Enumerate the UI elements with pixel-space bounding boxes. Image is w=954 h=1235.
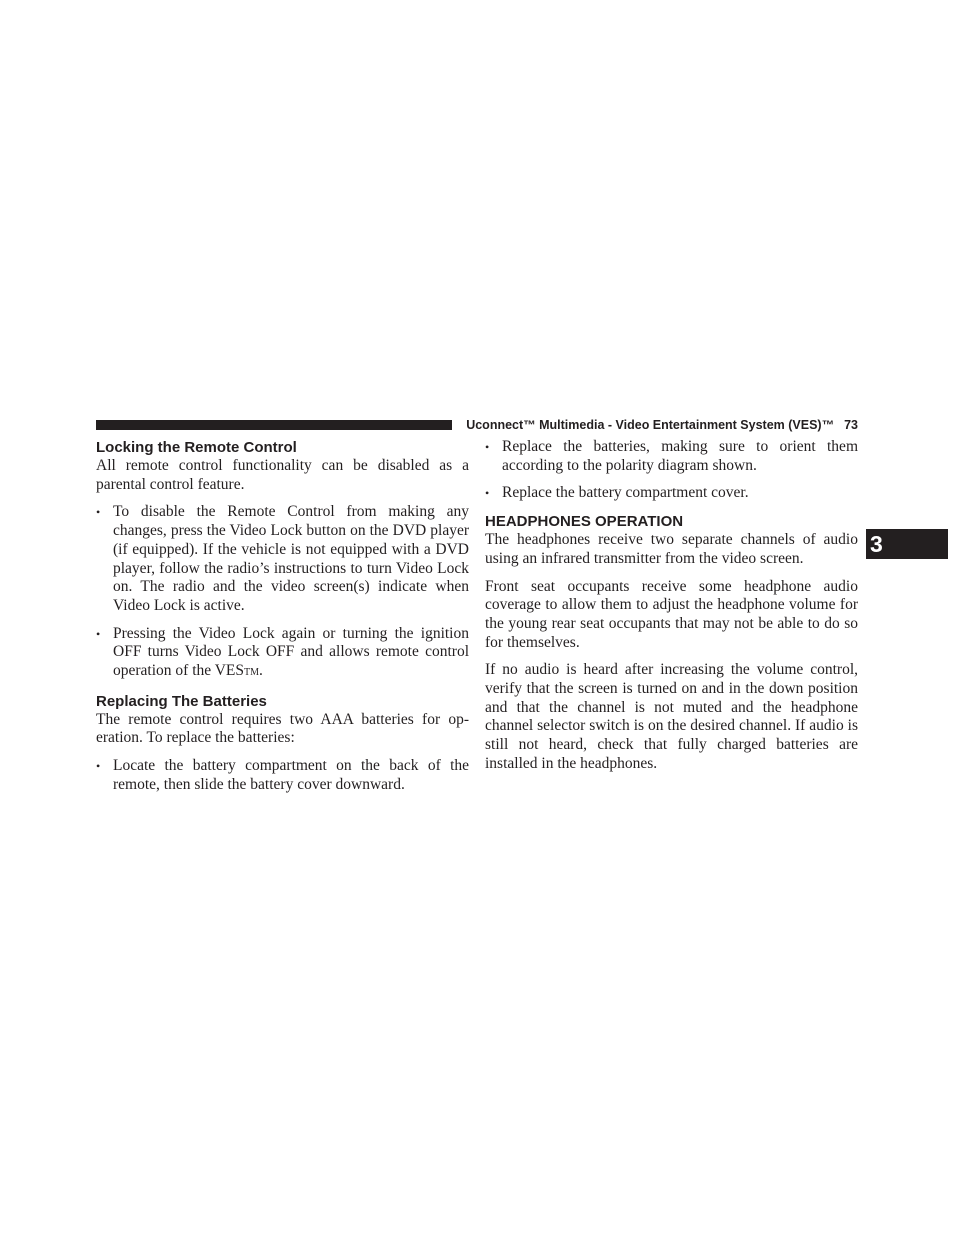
bullet-text: Pressing the Video Lock again or turning the ignition OFF turns Video Lock OFF and allows remote control operation of the VES	[113, 624, 469, 680]
bullet-text: Replace the battery compartment cover.	[502, 484, 749, 502]
headphones-paragraph: Front seat occupants receive some headphone audio coverage to allow them to adjust the headphone volume for the young rear seat occupants that may not be able to do so for themselves.	[485, 577, 858, 651]
list-item	[96, 503, 469, 615]
bullet-icon: •	[485, 486, 490, 501]
list-item	[485, 484, 858, 503]
left-column	[96, 438, 469, 804]
page-number: 73	[844, 418, 858, 432]
chapter-tab: 3	[866, 529, 948, 559]
section-heading-locking: Locking the Remote Control	[96, 439, 297, 456]
bullet-text: Locate the battery compartment on the back of the remote, then slide the battery cover downward.	[113, 757, 469, 793]
batteries-bullet-list	[96, 757, 469, 794]
list-item	[96, 757, 469, 794]
header-title: Uconnect™ Multimedia - Video Entertainment System (VES)™	[466, 418, 835, 432]
section-heading-batteries: Replacing The Batteries	[96, 692, 267, 710]
header-rule	[96, 420, 452, 430]
bullet-text: To disable the Remote Control from making any changes, press the Video Lock button on the DVD player (if equipped). If the vehicle is not equipped with a DVD player, follow the radio’s instructions to turn Video Lock on. The radio and the video screen(s) indicate when Video Lock is active.	[113, 503, 469, 614]
section-heading-headphones: HEADPHONES OPERATION	[485, 513, 684, 531]
headphones-paragraph: The headphones receive two separate channels of audio using an infrared transmitter from the video screen.	[485, 531, 858, 567]
list-item	[96, 625, 469, 683]
locking-bullet-list	[96, 503, 469, 682]
bullet-icon: •	[96, 759, 101, 774]
bullet-end: .	[259, 662, 263, 680]
running-header	[462, 417, 858, 433]
trademark-mark: TM	[244, 667, 260, 679]
list-item	[485, 438, 858, 475]
bullet-text: Replace the batteries, making sure to orient them according to the polarity diagram shown.	[502, 438, 858, 474]
batteries-bullet-list-continued	[485, 438, 858, 503]
headphones-paragraph: If no audio is heard after increasing the volume control, verify that the screen is turned on and in the down position and that the channel is not muted and the headphone channel selector switch is on the desired channel. If audio is still not heard, check that fully charged batteries are installed in the headphones.	[485, 661, 858, 772]
batteries-intro: The remote control requires two AAA batteries for op- eration. To replace the batteries:	[96, 710, 469, 747]
bullet-icon: •	[485, 440, 490, 454]
bullet-icon: •	[96, 626, 101, 641]
right-column	[485, 438, 858, 783]
bullet-icon: •	[96, 505, 101, 520]
locking-intro: All remote control functionality can be disabled as a parental control feature.	[96, 457, 469, 493]
